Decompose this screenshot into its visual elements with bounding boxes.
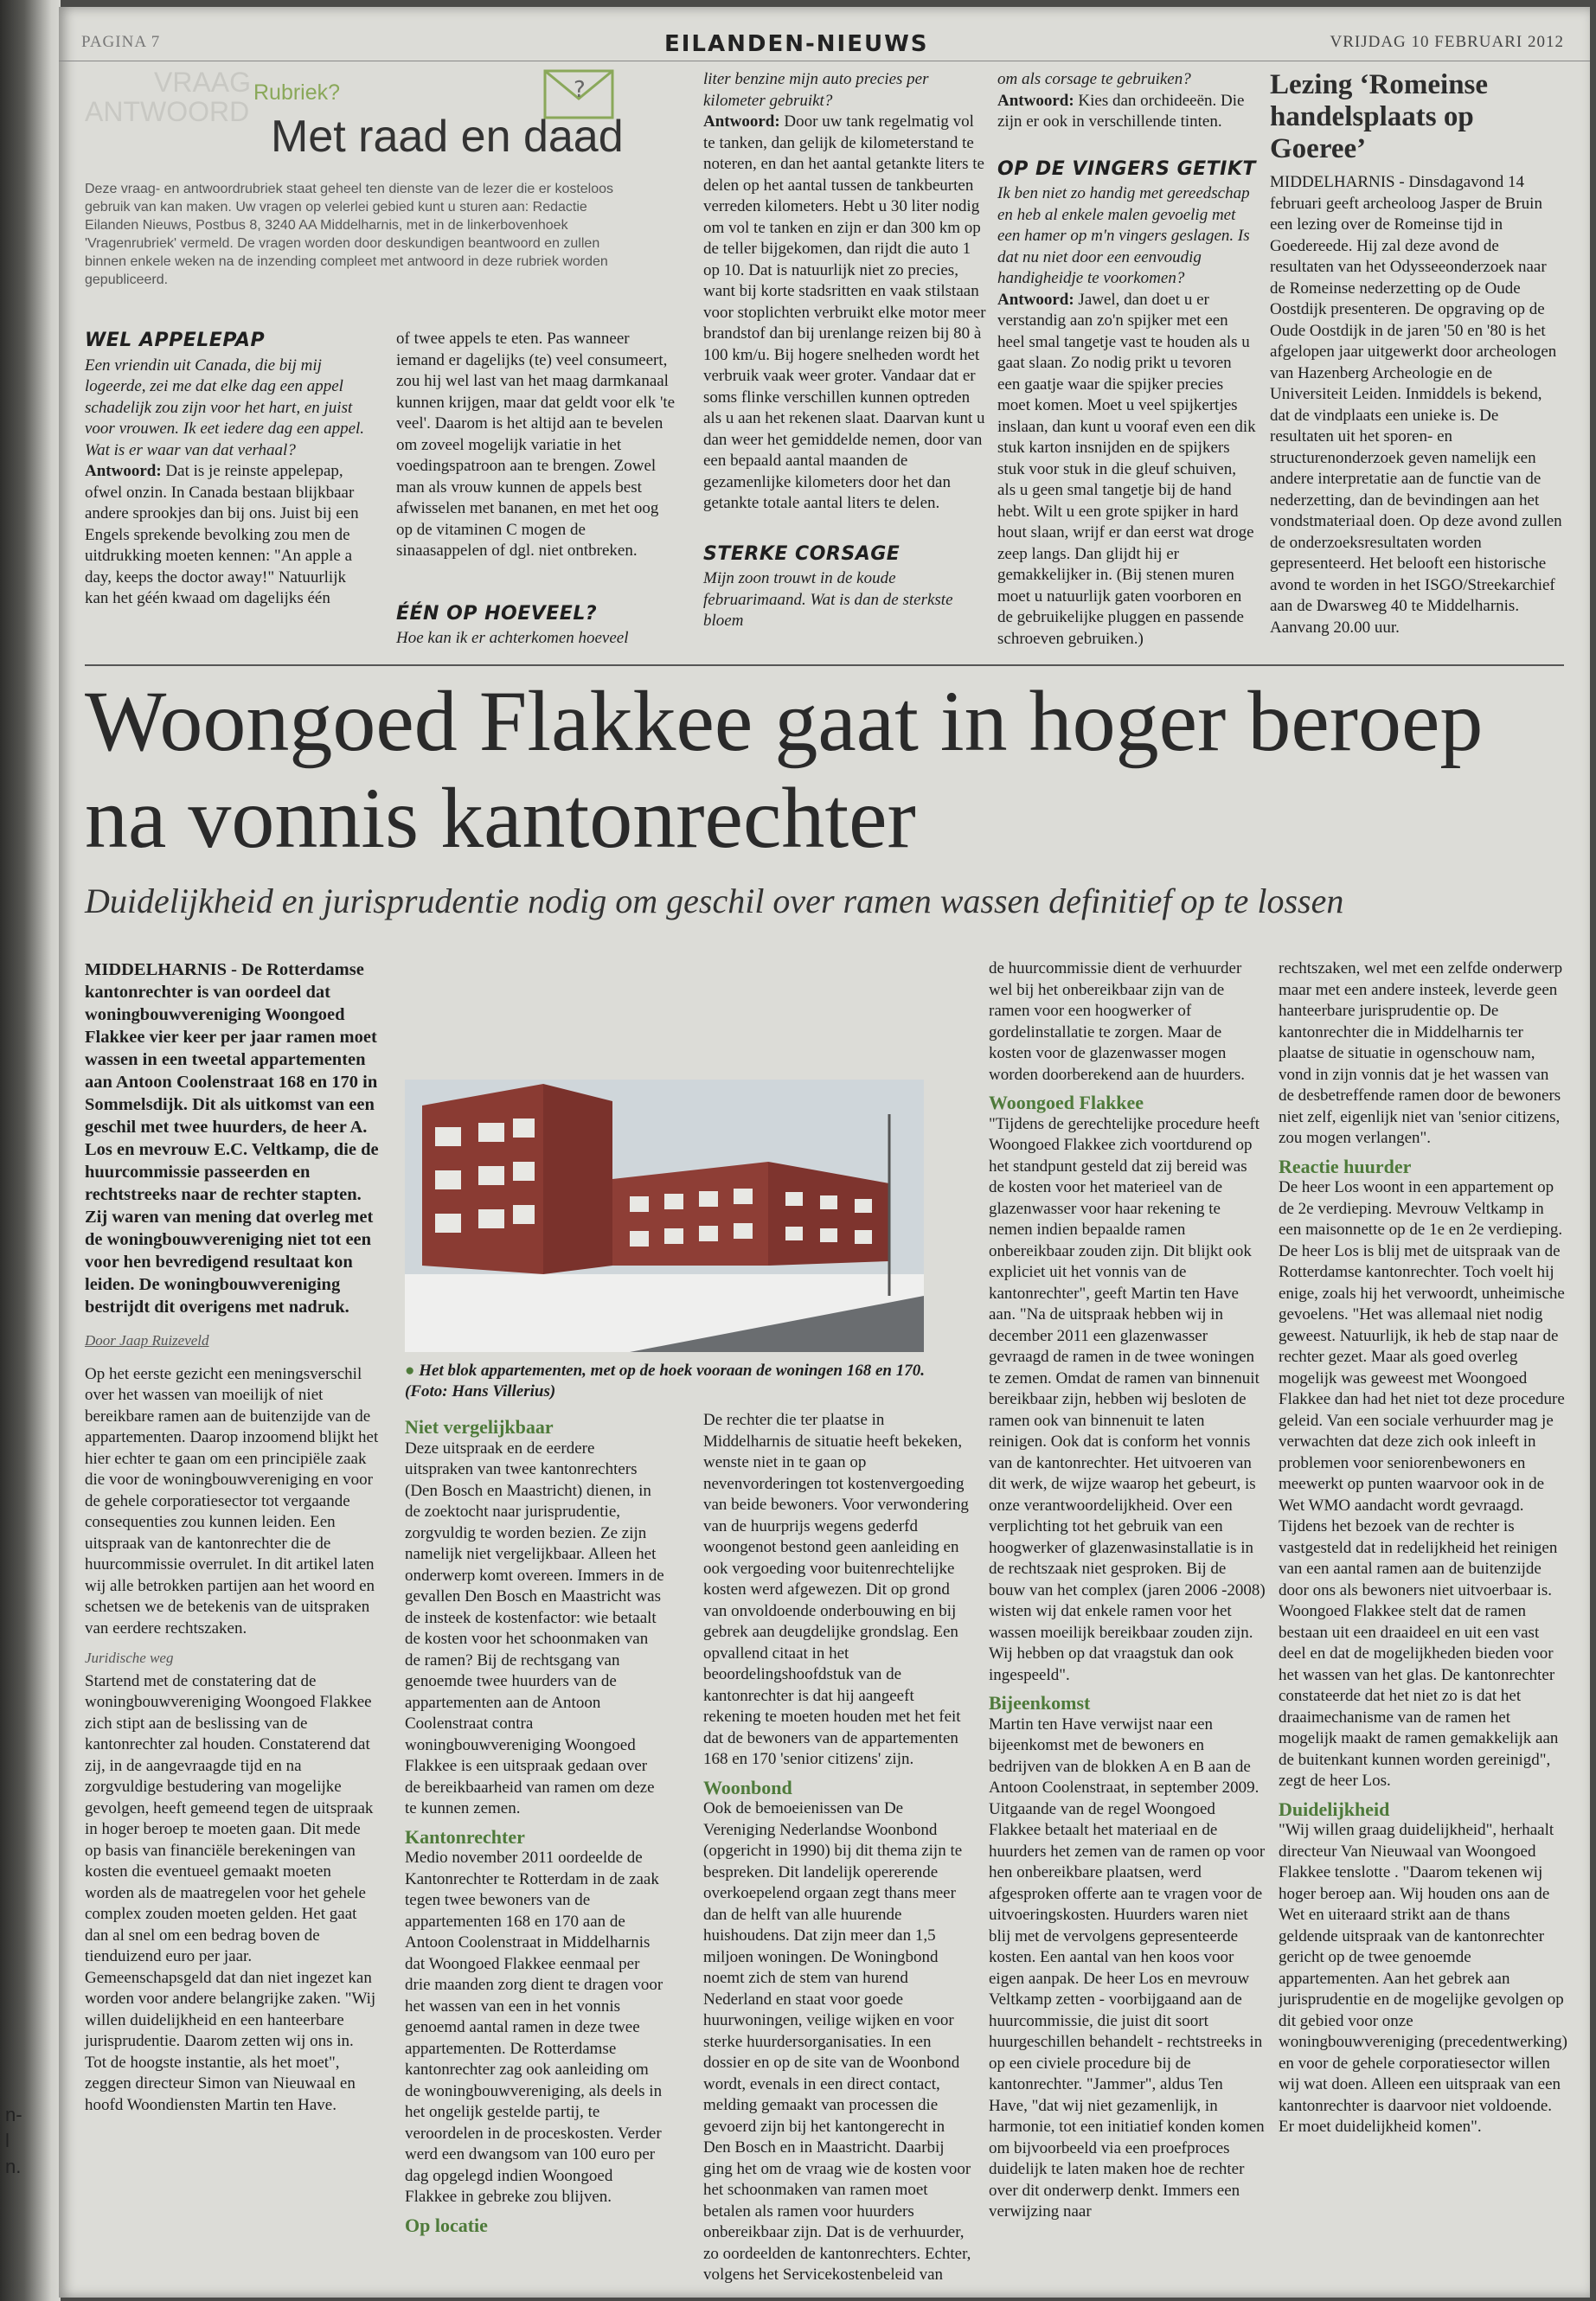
qa-column-1 [85, 318, 370, 610]
article-subtitle: Duidelijkheid en jurisprudentie nodig om geschil over ramen wassen definitief op te lossen [85, 881, 1344, 920]
answer-label: Antwoord: [85, 462, 162, 480]
article-paragraph: Op het eerste gezicht een meningsverschil over het wassen van moeilijk of niet bereikbare ramen aan de buitenzijde van de appartementen. Daarop inzoomend blijkt het hier echter te gaan om een principiële zaak die voor de woningbouwvereniging en voor de gehele corporatiesector tot vergaande consequenties zou kunnen leiden. Een uitspraak van de kantonrechter die de huurcommissie overrulet. In dit artikel laten wij alle betrokken partijen aan het woord en schetsen we de betekenis van de uitspraken van eerdere rechtszaken. [85, 1364, 379, 1638]
issue-date: VRIJDAG 10 FEBRUARI 2012 [1330, 33, 1564, 51]
photo-caption [405, 1361, 941, 1402]
qa-hoeveel-answer [703, 112, 989, 515]
qa-column-2 [396, 329, 677, 650]
ghost-vraag: VRAAG [154, 67, 252, 98]
lezing-body: MIDDELHARNIS - Dinsdagavond 14 februari geeft archeoloog Jasper de Bruin een lezing over de Romeinse tijd in Goedereede. Hij zal deze avond de resultaten van het Odysseeonderzoek naar de Romeinse nederzetting op de Oude Oostdijk presenteren. De opgraving op de Oude Oostdijk in de jaren '50 en '80 is het afgelopen jaar uitgewerkt door archeologen van Hazenberg Archeologie en de Universiteit Leiden. Inmiddels is bekend, dat de vindplaats een unieke is. De resultaten uit het sporen- en structurenonderzoek geven namelijk een andere interpretatie aan de functie van de nederzetting, dan de bevindingen aan het vondstmateriaal doen. Op deze avond zullen de onderzoeksresultaten worden gepresenteerd. Het belooft een historische avond te worden in het ISGO/Streekarchief aan de Dwarsweg 40 te Middelharnis. Aanvang 20.00 uur. [1270, 173, 1562, 637]
lezing-title: Lezing ‘Romeinse handelsplaats op Goeree’ [1270, 69, 1489, 164]
subhead-duidelijkheid: Duidelijkheid [1279, 1798, 1390, 1820]
binding-spine [0, 0, 61, 2301]
article-paragraph: Medio november 2011 oordeelde de Kantonrechter te Rotterdam in de zaak tegen twee bewoners van de appartementen 168 en 170 aan de Antoon Coolenstraat in Middelharnis dat Woongoed Flakkee eenmaal per drie maanden zorg dient te dragen voor het wassen van een in het vonnis genoemd aantal ramen in deze twee appartementen. De Rotterdamse kantonrechter zag ook aanleiding om de woningbouwvereniging, als deels in het ongelijk gestelde partij, te veroordelen in de proceskosten. Verder werd een dwangsom van 100 euro per dag opgelegd indien Woongoed Flakkee in gebreke zou blijven. [405, 1849, 663, 2206]
qa-column-3 [703, 69, 989, 632]
newspaper-page [59, 7, 1590, 2298]
answer-label: Antwoord: [703, 112, 780, 131]
qa-vingers-question: Ik ben niet zo handig met gereedschap en heb al enkele malen gevoelig met een hamer op m'n vingers geslagen. Is dat nu niet door een eenvoudig handigheidje te voorkomen? [997, 184, 1250, 287]
envelope-question-icon [543, 69, 614, 119]
page-header [59, 22, 1590, 57]
qa-corsage-question-cont: om als corsage te gebruiken? [997, 70, 1191, 88]
ghost-antwoord: ANTWOORD [85, 96, 250, 127]
article-paragraph: De heer Los woont in een appartement op de 2e verdieping. Mevrouw Veltkamp in een maisonnette op de 1e en 2e verdieping. De heer Los is blij met de uitspraak van de Rotterdamse kantonrechter. Toch voelt hij enige, zoals hij het verwoordt, unheimische gevoelens. "Het was allemaal niet nodig geweest. Natuurlijk, ik heb de stap naar de rechter gezet. Maar als goed overleg mogelijk was geweest met Woongoed Flakkee dan had het niet tot deze procedure geleid. Van een sociale verhuurder mag je verwachten dat deze zich ook inleeft in problemen voor seniorenbewoners en meewerkt op punten waarvoor ook in de Wet WMO aandacht wordt gevraagd. Tijdens het bezoek van de rechter is vastgesteld dat in redelijkheid het reinigen van een aantal ramen aan de buitenzijde door ons als bewoners niet uitvoerbaar is. Woongoed Flakkee stelt dat de ramen bestaan uit een draaideel en uit een vast deel en dat de mogelijkheden bieden voor het wassen van het glas. De kantonrechter constateerde dat het niet zo is dat het draaimechanisme van de ramen het mogelijk maakt de ramen gemakkelijk aan de buitenkant kunnen worden gereinigd", zegt de heer Los. [1279, 1178, 1565, 1790]
answer-label: Antwoord: [997, 290, 1074, 309]
answer-text: Jawel, dan doet u er verstandig aan zo'n spijker met een heel smal tangetje vast te houden als u gaat slaan. Zo nodig prikt u tevoren een gaatje waar die spijker precies moet komen. Moet u veel spijkertjes inslaan, dan kunt u vooraf even een dik stuk karton insnijden en de spijkers stuk voor stuk in die gleuf schuiven, als u geen smal tangetje bij de hand hebt. Wilt u een grote spijker in hard hout slaan, wrijf er dan eerst wat droge zeep langs. Dan glijdt hij er gemakkelijker in. (Bij stenen muren moet u natuurlijk gaten voorboren en de gebruikelijke pluggen en passende schroeven gebruiken.) [997, 290, 1256, 648]
section-rule [85, 664, 1564, 666]
qa-hoeveel-question: Hoe kan ik er achterkomen hoeveel [396, 629, 629, 647]
qa-appelepap-heading: WEL APPELEPAP [85, 330, 266, 351]
subhead-bijeenkomst: Bijeenkomst [989, 1692, 1091, 1714]
article-column-4 [989, 958, 1266, 2223]
article-lead: MIDDELHARNIS - De Rotterdamse kantonrechter is van oordeel dat woningbouwvereniging Woongoed Flakkee vier keer per jaar ramen moet wassen in een tweetal appartementen aan Antoon Coolenstraat 168 en 170 in Sommelsdijk. Dit als uitkomst van een geschil met twee huurders, de heer A. Los en mevrouw E.C. Veltkamp, die de huurcommissie passeerden en rechtstreeks naar de rechter stapten. Zij waren van mening dat overleg met de woningbouwvereniging niet tot een voor hen bevredigend resultaat kon leiden. De woningbouwvereniging bestrijdt dit overigens met nadruk. [85, 960, 379, 1317]
qa-hoeveel-question-cont: liter benzine mijn auto precies per kilometer gebruikt? [703, 70, 929, 110]
article-column-5 [1279, 958, 1568, 2138]
article-paragraph: Martin ten Have verwijst naar een bijeenkomst met de bewoners en bedrijven van de blokken A en B aan de Antoon Coolenstraat, in september 2009. Uitgaande van de regel Woongoed Flakkee betaalt het materiaal en de huurders het zemen van de ramen op voor hen onbereikbare plaatsen, werd afgesproken offerte aan te vragen voor de uitvoeringskosten. Huurders waren niet blij met de vervolgens gepresenteerde kosten. Een aantal van hen koos voor eigen aanpak. De heer Los en mevrouw Veltkamp zetten - voorbijgaand aan de huurcommissie, die juist dit soort huurgeschillen behandelt - rechtstreeks in op een civiele procedure bij de kantonrechter. "Jammer", aldus Ten Have, "dat wij niet gezamenlijk, in harmonie, tot een initiatief konden komen om bijvoorbeeld via een proefproces duidelijk te laten maken hoe de rechter over dit onderwerp denkt. Immers een verwijzing naar [989, 1715, 1266, 2221]
article-column-2 [405, 1410, 664, 2236]
rubriek-intro: Deze vraag- en antwoordrubriek staat geheel ten dienste van de lezer die er kosteloos gebruik van kan maken. Uw vragen op velerlei gebied kunt u sturen aan: Redactie Eilanden Nieuws, Postbus 8, 3240 AA Middelharnis, met in de linkerbovenhoek 'Vragenrubriek' vermeld. De vragen worden door deskundigen beantwoord en zullen binnen enkele weken na de inzending compleet met antwoord in deze rubriek worden gepubliceerd. [85, 182, 614, 287]
qa-corsage-question: Mijn zoon trouwt in de koude februarimaand. Wat is dan de sterkste bloem [703, 569, 953, 630]
article-paragraph: Ook de bemoeienissen van De Vereniging Nederlandse Woonbond (opgericht in 1990) bij dit thema zijn te bespreken. Dit landelijk opererende overkoepelend orgaan zegt thans meer dan de helft van alle huurende huishoudens. Dat zijn meer dan 1,5 miljoen woningen. De Woningbond noemt zich de stem van hurend Nederland en staat voor goede huurwoningen, veilige wijken en voor sterke huurdersorganisaties. In een dossier en op de site van de Woonbond wordt, evenals in een direct contact, melding gemaakt van processen die gevoerd zijn bij het kantongerecht in Den Bosch en in Maastricht. Daarbij ging het om de vraag wie de kosten voor het schoonmaken van ramen moet betalen als ramen voor huurders onbereikbaar zijn. Dat is de verhuurder, zo oordeelden de kantonrechters. Echter, volgens het Servicekostenbeleid van [703, 1799, 971, 2284]
qa-appelepap-answer-cont: of twee appels te eten. Pas wanneer iemand er dagelijks (te) veel consumeert, zou hij wel last van het maag darmkanaal kunnen krijgen, maar dat geldt voor elk 'te veel'. Daarom is het altijd aan te bevelen om zoveel mogelijk variatie in het voedingspatroon aan te brengen. Zowel man als vrouw kunnen de appels best afwisselen met bananen, en met het oog op de vitaminen C mogen de sinaasappelen of dgl. niet ontbreken. [396, 330, 676, 560]
spine-text: n- l n. [5, 2104, 22, 2177]
apartment-photo [405, 1080, 924, 1352]
subhead-reactie-huurder: Reactie huurder [1279, 1155, 1412, 1177]
qa-corsage-answer [997, 91, 1257, 133]
article-paragraph: "Wij willen graag duidelijkheid", herhaalt directeur Van Nieuwaal van Woongoed Flakkee tenslotte . "Daarom tekenen wij hoger beroep aan. Wij houden ons aan de Wet en uiteraard strikt aan de thans geldende uitspraak van de kantonrechter gericht op de twee genoemde appartementen. Aan het gebrek aan jurisprudentie en de mogelijke gevolgen op dit gebied voor onze woningbouwvereniging (precedentwerking) en voor de gehele corporatiesector willen wij wat doen. Alleen een uitspraak van een kantonrechter is daarvoor niet voldoende. Er moet duidelijkheid komen". [1279, 1821, 1567, 2136]
subhead-kantonrechter: Kantonrechter [405, 1825, 525, 1848]
article-column-1 [85, 958, 379, 2116]
answer-label: Antwoord: [997, 91, 1074, 110]
rubriek-title: Met raad en daad [271, 112, 624, 162]
page-number: PAGINA 7 [81, 33, 161, 51]
rubriek-label: Rubriek? [253, 80, 341, 105]
qa-column-4 [997, 69, 1257, 650]
article-paragraph: de huurcommissie dient de verhuurder wel bij het onbereikbaar zijn van de ramen voor een hoogwerker of gordelinstallatie te zorgen. Maar de kosten voor de glazenwasser mogen worden doorberekend aan de huurders. [989, 959, 1245, 1084]
qa-corsage-heading: STERKE CORSAGE [703, 542, 901, 565]
photo-caption-text: Het blok appartementen, met op de hoek vooraan de woningen 168 en 170. (Foto: Hans Villerius) [405, 1362, 926, 1400]
subhead-niet-vergelijkbaar: Niet vergelijkbaar [405, 1416, 554, 1438]
svg-text:?: ? [574, 77, 586, 103]
article-paragraph: "Tijdens de gerechtelijke procedure heeft Woongoed Flakkee zich voortdurend op het standpunt gesteld dat zij bereid was de kosten voor het materieel van de glazenwasser voor haar rekening te nemen indien bepaalde ramen onbereikbaar zouden zijn. Dit blijkt ook expliciet uit het vonnis van de kantonrechter", geeft Martin ten Have aan. "Na de uitspraak hebben wij in december 2011 een glazenwasser gevraagd de ramen in de twee woningen te zemen. Omdat de ramen van binnenuit bereikbaar zijn, hebben wij besloten de ramen ook van binnenuit te laten reinigen. Ook dat is conform het vonnis van de kantonrechter. Het uitvoeren van dit werk, de wijze waarop het gebeurt, is onze verantwoordelijkheid. Over een verplichting tot het gebruik van een hoogwerker of glazenwasinstallatie is in de rechtszaak niet gesproken. Bij de bouw van het complex (jaren 2006 -2008) wisten wij dat enkele ramen voor het wassen moeilijk bereikbaar zouden zijn. Wij hebben op dat vraagstuk dan ook ingespeeld". [989, 1114, 1266, 1684]
rubriek-ghost-text [85, 67, 251, 126]
masthead: EILANDEN-NIEUWS [664, 31, 929, 57]
answer-text: Dat is je reinste appelepap, ofwel onzin. In Canada bestaan blijkbaar andere sprookjes dan bij ons. Juist bij een Engels sprekende bevolking zou men de uitdrukking moeten kennen: "An apple a day, keeps the doctor away!" Natuurlijk kan het géén kwaad om dagelijks één [85, 462, 359, 607]
article-paragraph: rechtszaken, wel met een zelfde onderwerp maar met een andere insteek, leverde geen hanteerbare jurisprudentie op. De kantonrechter die in Middelharnis ter plaatse de situatie in ogenschouw nam, vond in zijn vonnis dat je het wassen van de desbetreffende ramen door de bewoners niet zelf, eigenlijk niet van 'senior citizens, zou mogen verlangen". [1279, 959, 1563, 1147]
subhead-juridisch: Juridische weg [85, 1650, 174, 1666]
qa-appelepap-answer [85, 461, 370, 610]
article-paragraph: Deze uitspraak en de eerdere uitspraken van twee kantonrechters (Den Bosch en Maastricht) dienen, in de zoektocht naar jurisprudentie, zorgvuldig te worden bezien. Ze zijn namelijk niet vergelijkbaar. Alleen het onderwerp komt overeen. Immers in de gevallen Den Bosch en Maastricht was de insteek de kostenfactor: wie betaalt de kosten voor het schoonmaken van de ramen? Bij de rechtsgang van genoemde twee huurders van de appartementen aan de Antoon Coolenstraat contra woningbouwvereniging Woongoed Flakkee is een uitspraak gedaan over de bereikbaarheid van ramen om deze te kunnen zemen. [405, 1439, 664, 1817]
qa-vingers-heading: OP DE VINGERS GETIKT [997, 157, 1256, 180]
lezing-column [1270, 69, 1564, 638]
article-paragraph: Startend met de constatering dat de woningbouwvereniging Woongoed Flakkee zich stipt aan de beslissing van de kantonrechter zal houden. Constaterend dat zij, in de aangevraagde tijd en na zorgvuldige bestudering van mogelijke gevolgen, heeft gemeend tegen de uitspraak in hoger beroep te moeten gaan. Dit mede op basis van financiële berekeningen van kosten die eventueel gemaakt moeten worden als de maatregelen voor het gehele complex zouden moeten gelden. Het gaat dan al snel om een bedrag boven de tienduizend euro per jaar. Gemeenschapsgeld dat dan niet ingezet kan worden voor andere belangrijke zaken. "Wij willen duidelijkheid en een hanteerbare jurisprudentie. Daarom zetten wij ons in. Tot de hoogste instantie, als het moet", zeggen directeur Simon van Nieuwaal en hoofd Woondiensten Martin ten Have. [85, 1671, 376, 2114]
qa-appelepap-question: Een vriendin uit Canada, die bij mij logeerde, zei me dat elke dag een appel schadelijk zou zijn voor het hart, en juist voor vrouwen. Ik eet iedere dag een appel. Wat is er waar van dat verhaal? [85, 356, 365, 459]
subhead-woongoed-flakkee: Woongoed Flakkee [989, 1092, 1144, 1113]
article-column-3 [703, 1410, 971, 2286]
article-paragraph: De rechter die ter plaatse in Middelharnis de situatie heeft bekeken, wenste niet in te gaan op nevenvorderingen tot kostenvergoeding van beide bewoners. Voor verwondering van de huurprijs wegens gederfd woongenot bestond geen aanleiding en ook vergoeding voor buitenrechtelijke kosten werd afgewezen. Dit op grond van onvoldoende onderbouwing en bij gebrek aan deugdelijke grondslag. Een opvallend citaat in het beoordelingshoofdstuk van de kantonrechter is dat hij aangeeft rekening te moeten houden met het feit dat de bewoners van de appartementen 168 en 170 'senior citizens' zijn. [703, 1411, 969, 1768]
answer-text: Door uw tank regelmatig vol te tanken, dan gelijk de kilometerstand te noteren, en dan het aantal getankte liters te delen op het aantal tussen de tankbeurten verreden kilometers. Hebt u 30 liter nodig om vol te tanken en zijn er dan 300 km op de teller bijgekomen, dan rijdt die auto 1 op 10. Dat is natuurlijk niet zo precies, want bij korte stadsritten en vaak stilstaan voor stoplichten verbruikt elke motor meer brandstof dan bij urenlange reizen bij 80 à 100 km/u. Bij hogere snelheden wordt het verbruik vaak weer groter. Vandaar dat er soms flinke verschillen kunnen optreden als u aan het rekenen slaat. Daarvan kunt u dan weer het gemiddelde nemen, door van een bepaald aantal maanden de gezamenlijke kilometers door het dan getankte totale aantal liters te delen. [703, 112, 986, 512]
qa-hoeveel-heading: ÉÉN OP HOEVEEL? [396, 602, 598, 625]
article-byline: Door Jaap Ruizeveld [85, 1332, 209, 1349]
caption-bullet-icon: ● [405, 1362, 415, 1380]
subhead-op-locatie: Op locatie [405, 2214, 488, 2236]
answer-text: Kies dan orchideeën. Die zijn er ook in verschillende tinten. [997, 91, 1245, 131]
subhead-woonbond: Woonbond [703, 1776, 792, 1798]
qa-vingers-answer [997, 290, 1257, 651]
article-headline: Woongoed Flakkee gaat in hoger beroep na vonnis kantonrechter [85, 673, 1484, 866]
